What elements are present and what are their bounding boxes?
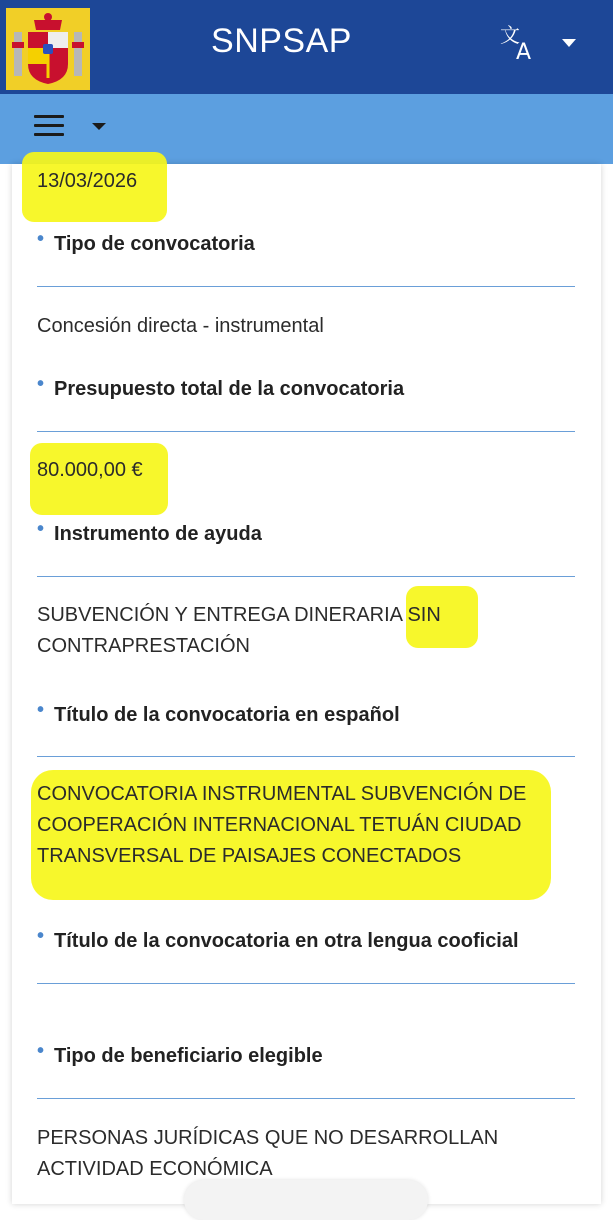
titulo-espanol-line-3: TRANSVERSAL DE PAISAJES CONECTADOS — [37, 845, 462, 867]
titulo-espanol-label: • Título de la convocatoria en español — [37, 699, 400, 726]
menu-dropdown-caret-icon[interactable] — [92, 123, 106, 130]
divider — [37, 576, 575, 577]
divider — [37, 1098, 575, 1099]
svg-text:文: 文 — [500, 24, 520, 47]
presupuesto-label: • Presupuesto total de la convocatoria — [37, 373, 405, 400]
divider — [37, 756, 575, 757]
beneficiario-value-line-1: PERSONAS JURÍDICAS QUE NO DESARROLLAN — [37, 1127, 499, 1149]
titulo-otra-lengua-label: • Título de la convocatoria en otra lengua cooficial — [37, 925, 519, 952]
language-dropdown-caret-icon[interactable] — [562, 39, 576, 47]
divider — [37, 431, 575, 432]
fecha-value: 13/03/2026 — [37, 170, 138, 192]
divider — [37, 983, 575, 984]
tipo-convocatoria-value: Concesión directa - instrumental — [37, 315, 324, 337]
divider — [37, 286, 575, 287]
svg-text:A: A — [516, 40, 532, 64]
titulo-espanol-line-2: COOPERACIÓN INTERNACIONAL TETUÁN CIUDAD — [37, 814, 522, 836]
instrumento-value-line-2: CONTRAPRESTACIÓN — [37, 635, 250, 657]
translate-icon[interactable] — [500, 24, 540, 64]
instrumento-label: • Instrumento de ayuda — [37, 518, 262, 545]
tipo-convocatoria-label: • Tipo de convocatoria — [37, 228, 255, 255]
beneficiario-value-line-2: ACTIVIDAD ECONÓMICA — [37, 1158, 273, 1180]
presupuesto-value: 80.000,00 € — [37, 459, 143, 481]
titulo-espanol-line-1: CONVOCATORIA INSTRUMENTAL SUBVENCIÓN DE — [37, 783, 527, 805]
hamburger-menu-icon[interactable] — [34, 115, 64, 137]
bottom-floating-pill[interactable] — [184, 1180, 428, 1220]
instrumento-value-line-1: SUBVENCIÓN Y ENTREGA DINERARIA SIN — [37, 604, 441, 626]
tipo-beneficiario-label: • Tipo de beneficiario elegible — [37, 1040, 323, 1067]
app-title: SNPSAP — [211, 22, 352, 60]
